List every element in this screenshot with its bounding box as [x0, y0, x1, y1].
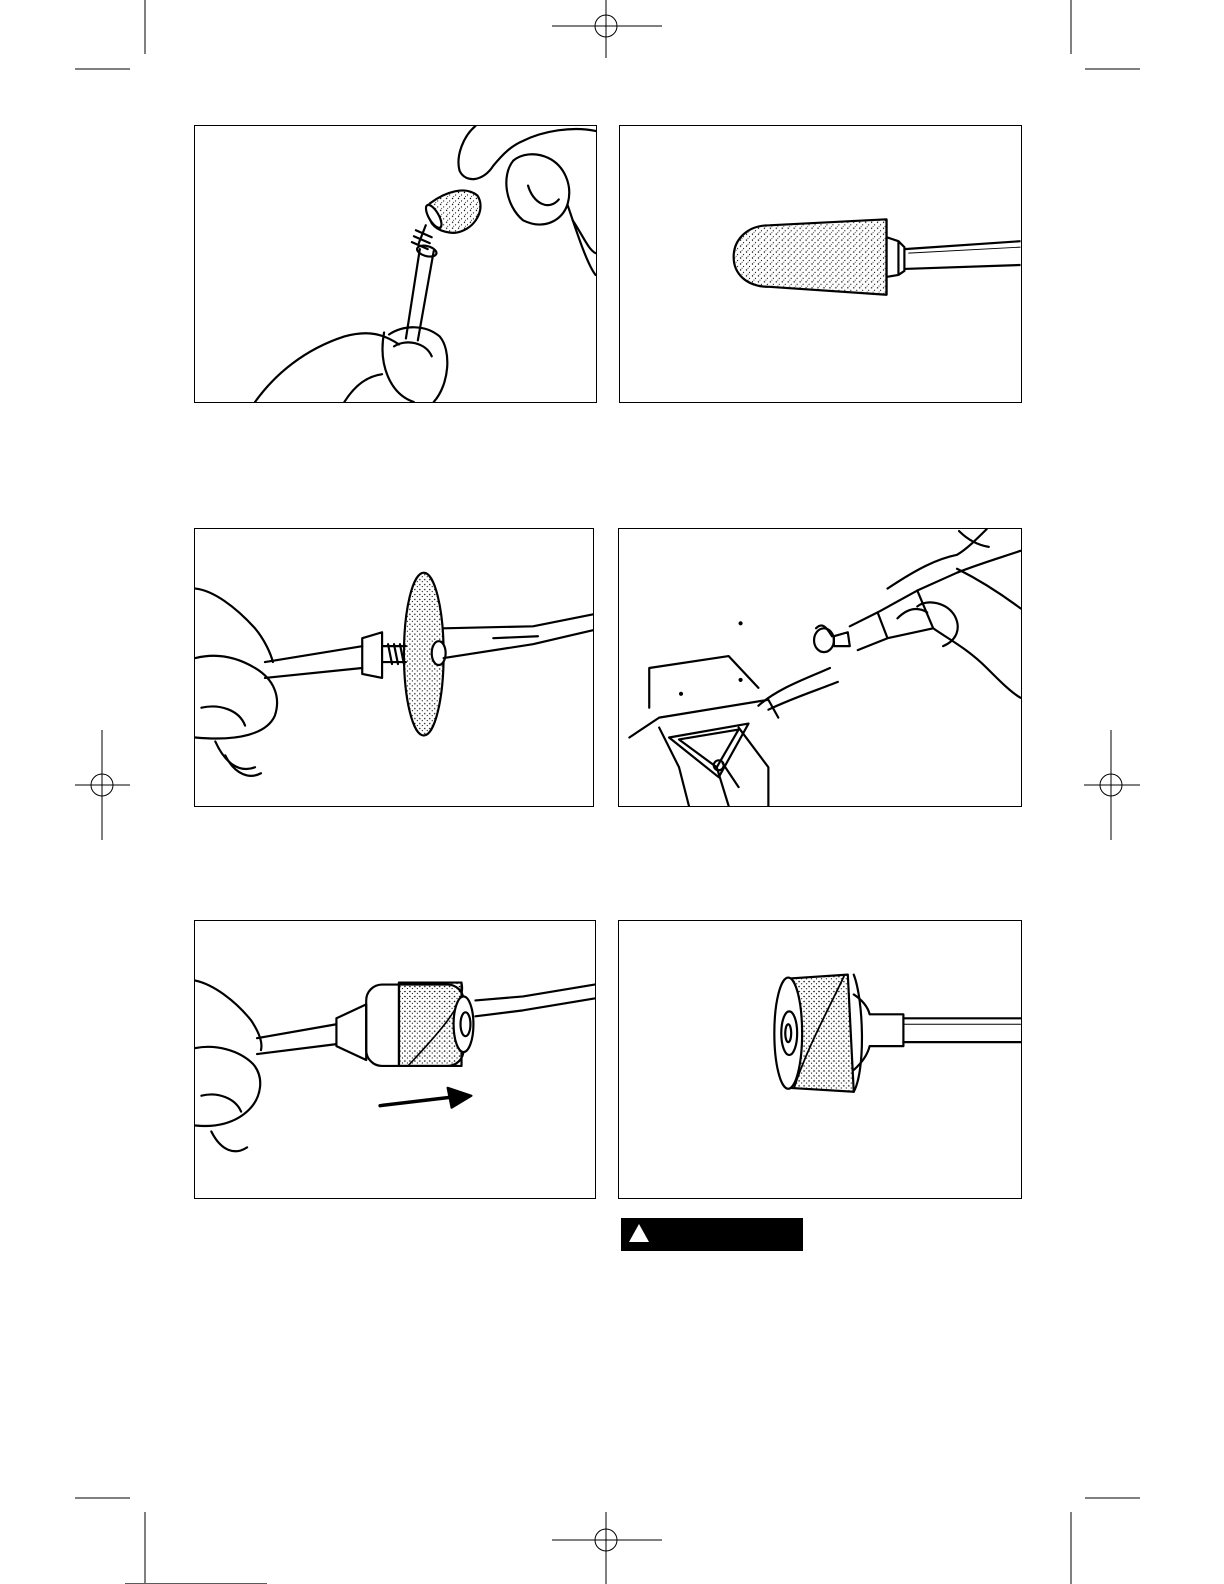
- figure-cutting-wheel-in-vise: [618, 528, 1022, 807]
- figure-sanding-band-install: [194, 920, 596, 1199]
- warning-header: [621, 1218, 803, 1251]
- cutting-wheel-illustration-icon: [195, 529, 593, 806]
- figure-cutting-wheel: [194, 528, 594, 807]
- figure-mounting-grinding-point: [194, 125, 597, 403]
- rotary-tool-with-cutting-wheel-icon: [619, 529, 1021, 806]
- sanding-band-install-icon: [195, 921, 595, 1198]
- figure-grinding-point: [619, 125, 1022, 403]
- hands-mounting-grinding-point-icon: [195, 126, 596, 402]
- figure-sanding-drum: [618, 920, 1022, 1199]
- grinding-point-illustration-icon: [620, 126, 1021, 402]
- sanding-drum-illustration-icon: [619, 921, 1021, 1198]
- warning-triangle-icon: [628, 1223, 650, 1243]
